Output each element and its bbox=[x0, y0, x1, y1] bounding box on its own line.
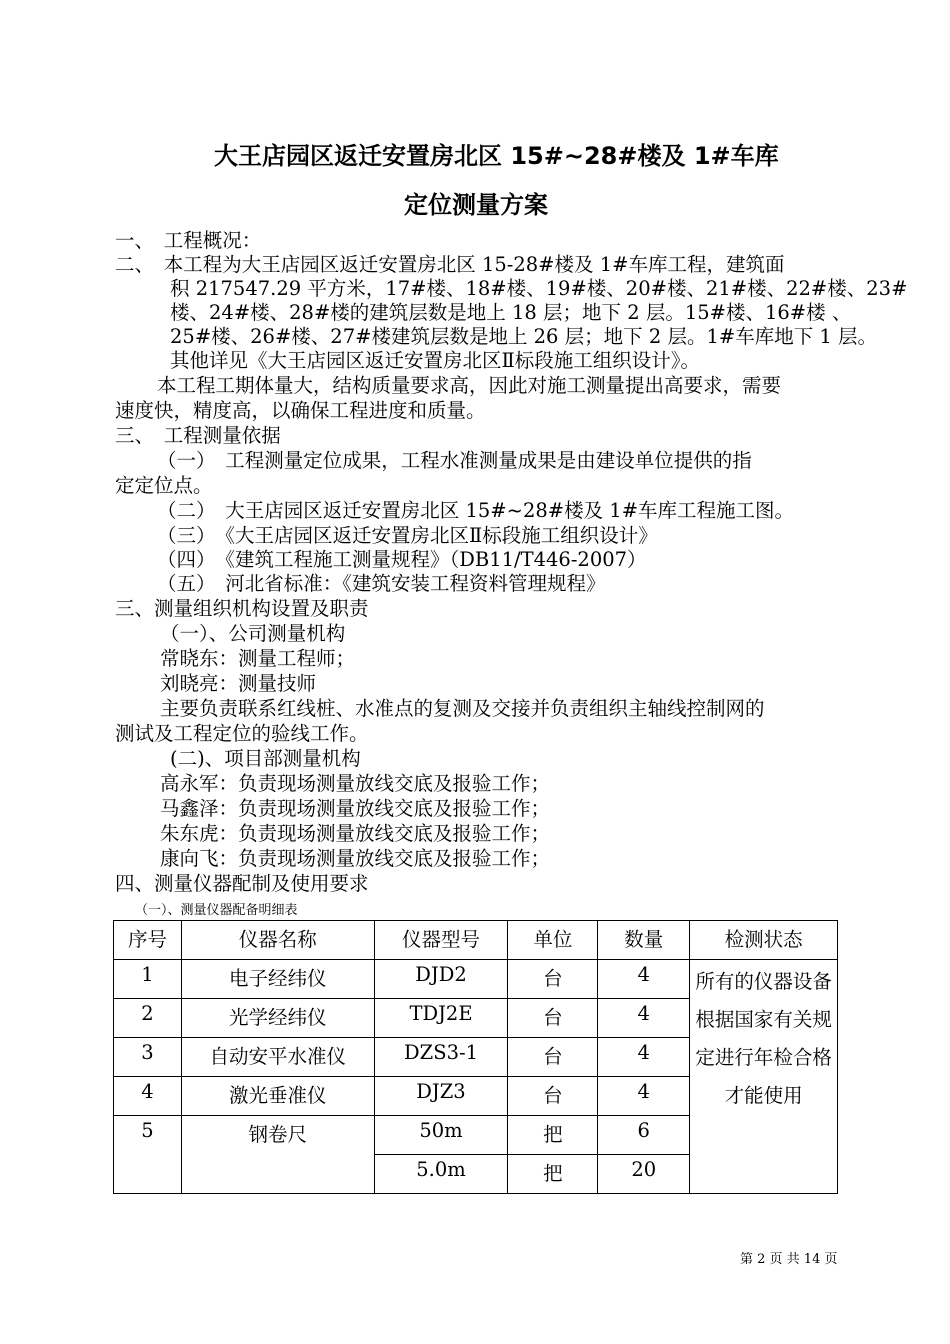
table-cell: TDJ2E bbox=[374, 999, 508, 1038]
text-line: 刘晓亮：测量技师 bbox=[160, 672, 317, 695]
text-line: 其他详见《大王店园区返迁安置房北区Ⅱ标段施工组织设计》。 bbox=[170, 349, 701, 372]
header-cell: 检测状态 bbox=[690, 921, 838, 960]
text-line: 朱东虎：负责现场测量放线交底及报验工作； bbox=[160, 822, 551, 845]
table-cell: 钢卷尺 bbox=[181, 1116, 374, 1194]
text-line: 楼、24#楼、28#楼的建筑层数是地上 18 层；地下 2 层。15#楼、16#楼 、 bbox=[170, 301, 852, 324]
table-cell: 4 bbox=[598, 1038, 690, 1077]
table-cell: DZS3-1 bbox=[374, 1038, 508, 1077]
status-cell: 所有的仪器设备根据国家有关规定进行年检合格才能使用 bbox=[690, 960, 838, 1194]
subsection-heading: （一）、公司测量机构 bbox=[160, 622, 346, 645]
table-cell: 自动安平水准仪 bbox=[181, 1038, 374, 1077]
text-line: （一） 工程测量定位成果，工程水准测量成果是由建设单位提供的指 bbox=[157, 449, 752, 472]
text-line: 马鑫泽：负责现场测量放线交底及报验工作； bbox=[160, 797, 551, 820]
table-cell: 4 bbox=[598, 960, 690, 999]
table-cell: DJZ3 bbox=[374, 1077, 508, 1116]
table-header-row bbox=[114, 921, 838, 960]
table-cell: 4 bbox=[598, 1077, 690, 1116]
text-line: （四） 《建筑工程施工测量规程》（DB11/T446-2007） bbox=[157, 548, 647, 571]
table-cell: 4 bbox=[114, 1077, 182, 1116]
table-caption: （一）、测量仪器配备明细表 bbox=[135, 903, 298, 918]
table-cell: 5 bbox=[114, 1116, 182, 1194]
text-line: 高永军：负责现场测量放线交底及报验工作； bbox=[160, 772, 551, 795]
instrument-table bbox=[113, 920, 838, 1194]
text-line: 25#楼、26#楼、27#楼建筑层数是地上 26 层；地下 2 层。1#车库地下 1 层。 bbox=[170, 325, 878, 348]
text-line: （三） 《大王店园区返迁安置房北区Ⅱ标段施工组织设计》 bbox=[157, 524, 658, 547]
table-cell: 电子经纬仪 bbox=[181, 960, 374, 999]
table-cell: 台 bbox=[508, 1077, 598, 1116]
table-cell: 激光垂准仪 bbox=[181, 1077, 374, 1116]
table-cell: 1 bbox=[114, 960, 182, 999]
text-line: （二） 大王店园区返迁安置房北区 15#~28#楼及 1#车库工程施工图。 bbox=[157, 499, 795, 522]
section-heading: 三、 工程测量依据 bbox=[115, 424, 281, 447]
table-cell: 把 bbox=[508, 1155, 598, 1194]
document-title-line2: 定位测量方案 bbox=[404, 191, 548, 219]
table-cell: 50m bbox=[374, 1116, 508, 1155]
text-line: 速度快，精度高，以确保工程进度和质量。 bbox=[115, 399, 486, 422]
text-line: 主要负责联系红线桩、水准点的复测及交接并负责组织主轴线控制网的 bbox=[160, 697, 765, 720]
table-cell: 4 bbox=[598, 999, 690, 1038]
table-cell: DJD2 bbox=[374, 960, 508, 999]
document-title-line1: 大王店园区返迁安置房北区 15#~28#楼及 1#车库 bbox=[214, 142, 779, 170]
text-line: 测试及工程定位的验线工作。 bbox=[115, 722, 369, 745]
text-line: 本工程工期体量大，结构质量要求高，因此对施工测量提出高要求，需要 bbox=[157, 374, 782, 397]
text-line: 常晓东：测量工程师； bbox=[160, 647, 356, 670]
table-cell: 20 bbox=[598, 1155, 690, 1194]
text-line: 康向飞：负责现场测量放线交底及报验工作； bbox=[160, 847, 551, 870]
text-line: 定定位点。 bbox=[115, 474, 213, 497]
table-cell: 台 bbox=[508, 1038, 598, 1077]
text-line: 二、 本工程为大王店园区返迁安置房北区 15-28#楼及 1#车库工程，建筑面 bbox=[115, 253, 785, 276]
table-cell: 把 bbox=[508, 1116, 598, 1155]
table-cell: 2 bbox=[114, 999, 182, 1038]
header-cell: 仪器型号 bbox=[374, 921, 508, 960]
header-cell: 仪器名称 bbox=[181, 921, 374, 960]
table-cell: 6 bbox=[598, 1116, 690, 1155]
table-cell: 5.0m bbox=[374, 1155, 508, 1194]
table-cell: 台 bbox=[508, 999, 598, 1038]
table-cell: 光学经纬仪 bbox=[181, 999, 374, 1038]
text-line: 一、 工程概况： bbox=[115, 229, 262, 252]
section-heading: 三、测量组织机构设置及职责 bbox=[115, 597, 369, 620]
text-line: （五） 河北省标准：《建筑安装工程资料管理规程》 bbox=[157, 572, 606, 595]
table-row bbox=[114, 960, 838, 999]
header-cell: 序号 bbox=[114, 921, 182, 960]
table-cell: 3 bbox=[114, 1038, 182, 1077]
page-number: 第 2 页 共 14 页 bbox=[740, 1252, 838, 1267]
subsection-heading: (二)、项目部测量机构 bbox=[170, 747, 361, 770]
header-cell: 数量 bbox=[598, 921, 690, 960]
table-cell: 台 bbox=[508, 960, 598, 999]
header-cell: 单位 bbox=[508, 921, 598, 960]
text-line: 积 217547.29 平方米，17#楼、18#楼、19#楼、20#楼、21#楼、22#楼、23# bbox=[170, 277, 908, 300]
section-heading: 四、测量仪器配制及使用要求 bbox=[115, 872, 369, 895]
